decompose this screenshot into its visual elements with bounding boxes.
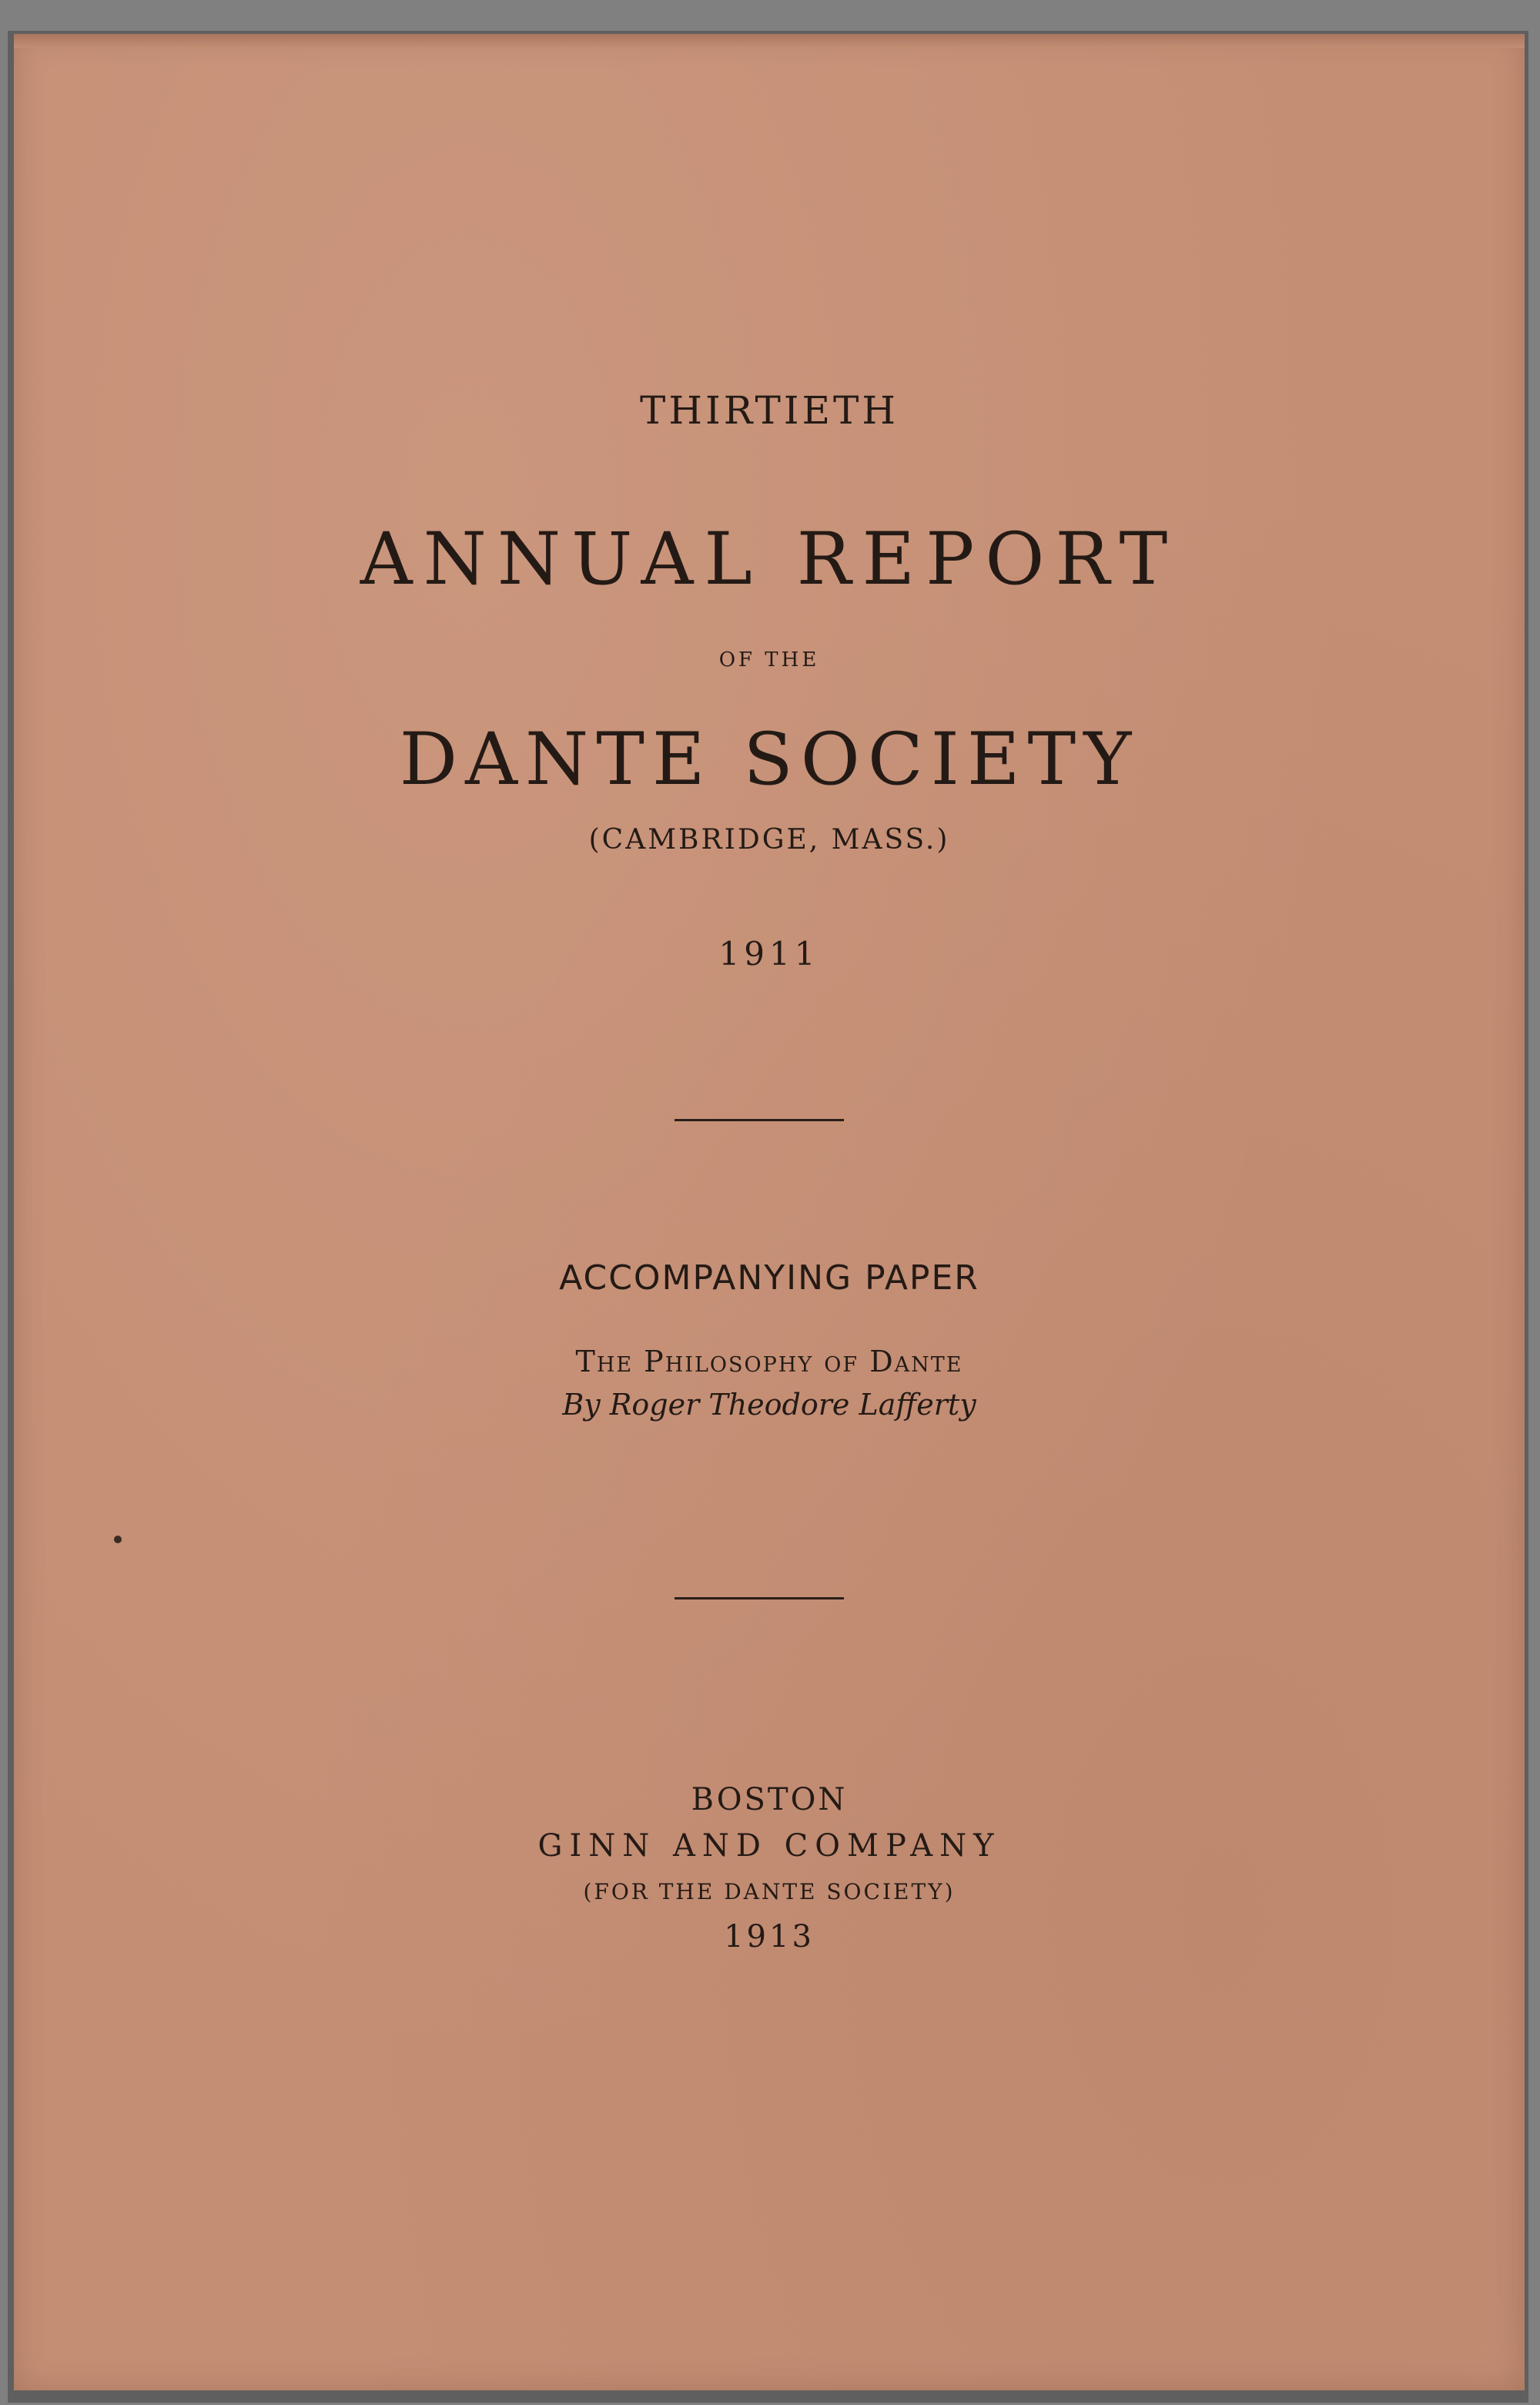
report-year: 1911 [718,935,820,973]
cover-top-edge [14,34,1525,48]
report-title: ANNUAL REPORT [360,518,1179,601]
accompanying-paper-heading: ACCOMPANYING PAPER [559,1258,979,1298]
book-cover [14,34,1525,2390]
divider-rule-top [675,1119,844,1121]
publisher-city: BOSTON [691,1782,848,1817]
publication-year: 1913 [724,1919,815,1954]
location-subtitle: (CAMBRIDGE, MASS.) [588,824,950,856]
publisher-name: GINN AND COMPANY [537,1828,1001,1864]
paper-title: The Philosophy of Dante [575,1345,963,1378]
ordinal-heading: THIRTIETH [639,388,899,433]
society-title: DANTE SOCIETY [399,718,1140,802]
divider-rule-bottom [675,1597,844,1599]
publisher-note: (FOR THE DANTE SOCIETY) [583,1879,956,1904]
paper-author: By Roger Theodore Lafferty [562,1388,976,1422]
of-the-label: OF THE [718,648,820,672]
paper-speck [114,1536,122,1543]
